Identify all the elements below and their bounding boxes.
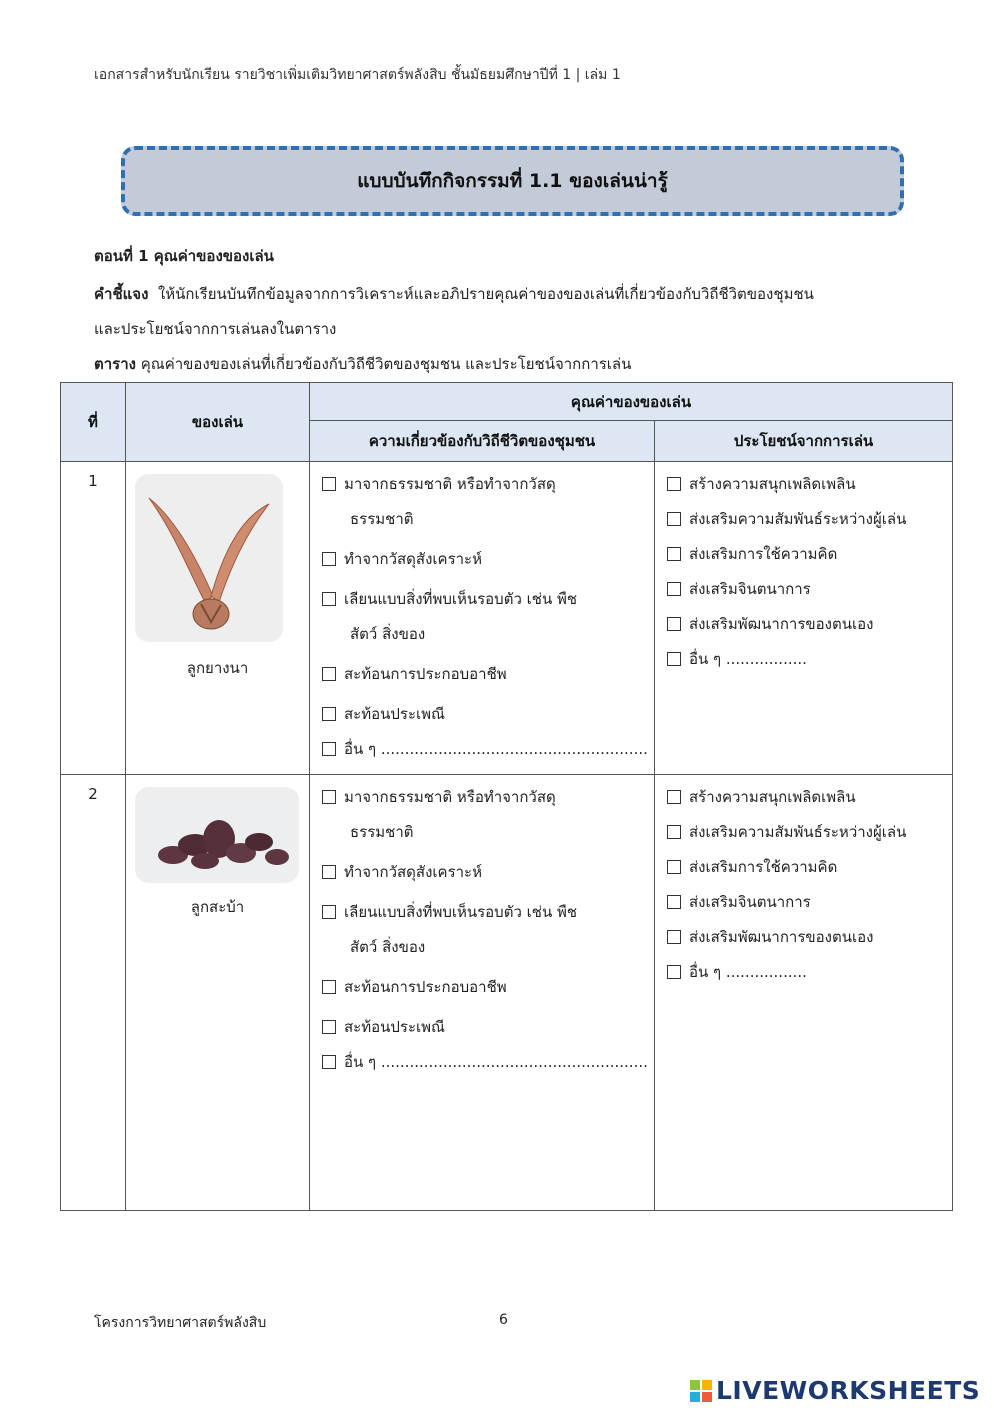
header-benefit: ประโยชน์จากการเล่น [654, 420, 953, 462]
checkbox-icon[interactable] [667, 512, 681, 526]
checkbox-icon[interactable] [667, 825, 681, 839]
checkbox-icon[interactable] [322, 865, 336, 879]
checkbox-icon[interactable] [322, 905, 336, 919]
liveworksheets-logo [690, 1376, 980, 1405]
row-2-benefit-option-6[interactable]: อื่น ๆ ................. [667, 962, 807, 982]
checkbox-icon[interactable] [667, 965, 681, 979]
row-1-benefit-option-1[interactable]: สร้างความสนุกเพลิดเพลิน [667, 474, 856, 494]
checkbox-icon[interactable] [322, 707, 336, 721]
header-value: คุณค่าของของเล่น [309, 382, 953, 421]
toy-value-table [60, 382, 953, 1211]
checkbox-icon[interactable] [667, 582, 681, 596]
row-1-toy-name: ลูกยางนา [186, 659, 249, 677]
checkbox-icon[interactable] [322, 667, 336, 681]
row-1-benefit-cell [654, 461, 953, 775]
row-2-benefit-option-1[interactable]: สร้างความสนุกเพลิดเพลิน [667, 787, 856, 807]
row-1-community-cell [309, 461, 655, 775]
row-2-community-option-4[interactable]: สะท้อนการประกอบอาชีพ [322, 977, 507, 997]
row-1-community-option-5[interactable]: สะท้อนประเพณี [322, 704, 445, 724]
yang-na-seed-icon [135, 474, 283, 642]
row-1-benefit-option-6[interactable]: อื่น ๆ ................. [667, 649, 807, 669]
page-number: 6 [499, 1312, 508, 1328]
row-1-community-option-4[interactable]: สะท้อนการประกอบอาชีพ [322, 664, 507, 684]
row-2-benefit-cell [654, 774, 953, 1211]
checkbox-icon[interactable] [322, 592, 336, 606]
row-2-community-option-3[interactable]: เลียนแบบสิ่งที่พบเห็นรอบตัว เช่น พืช สัตว์ สิ่งของ [322, 902, 577, 957]
row-1-community-option-6[interactable]: อื่น ๆ ........................................................ [322, 739, 648, 759]
checkbox-icon[interactable] [667, 617, 681, 631]
checkbox-icon[interactable] [667, 547, 681, 561]
instruction-label: คำชี้แจง [94, 285, 149, 303]
checkbox-icon[interactable] [322, 790, 336, 804]
row-2-toy-name: ลูกสะบ้า [190, 898, 245, 916]
liveworksheets-icon [690, 1380, 712, 1402]
row-1-community-option-3[interactable]: เลียนแบบสิ่งที่พบเห็นรอบตัว เช่น พืช สัตว์ สิ่งของ [322, 589, 577, 644]
row-2-benefit-option-2[interactable]: ส่งเสริมความสัมพันธ์ระหว่างผู้เล่น [667, 822, 906, 842]
checkbox-icon[interactable] [322, 980, 336, 994]
row-2-community-option-1[interactable]: มาจากธรรมชาติ หรือทำจากวัสดุ ธรรมชาติ [322, 787, 556, 842]
brand-text: LIVEWORKSHEETS [716, 1376, 981, 1405]
row-1-benefit-option-2[interactable]: ส่งเสริมความสัมพันธ์ระหว่างผู้เล่น [667, 509, 906, 529]
row-1-toy-cell [125, 461, 310, 775]
saba-seed-icon [135, 787, 299, 883]
checkbox-icon[interactable] [667, 930, 681, 944]
checkbox-icon[interactable] [322, 742, 336, 756]
checkbox-icon[interactable] [322, 1055, 336, 1069]
row-2-community-option-5[interactable]: สะท้อนประเพณี [322, 1017, 445, 1037]
header-toy: ของเล่น [125, 382, 310, 462]
activity-title: แบบบันทึกกิจกรรมที่ 1.1 ของเล่นน่ารู้ [357, 170, 668, 192]
row-2-benefit-option-5[interactable]: ส่งเสริมพัฒนาการของตนเอง [667, 927, 873, 947]
checkbox-icon[interactable] [667, 790, 681, 804]
checkbox-icon[interactable] [667, 652, 681, 666]
checkbox-icon[interactable] [322, 552, 336, 566]
instruction-line-1 [94, 282, 814, 306]
row-1-community-option-1[interactable]: มาจากธรรมชาติ หรือทำจากวัสดุ ธรรมชาติ [322, 474, 556, 529]
section-heading: ตอนที่ 1 คุณค่าของของเล่น [94, 247, 274, 265]
row-2-community-cell [309, 774, 655, 1211]
checkbox-icon[interactable] [667, 860, 681, 874]
row-1-benefit-option-3[interactable]: ส่งเสริมการใช้ความคิด [667, 544, 837, 564]
header-no: ที่ [60, 382, 126, 462]
row-1-community-option-2[interactable]: ทำจากวัสดุสังเคราะห์ [322, 549, 482, 569]
checkbox-icon[interactable] [667, 477, 681, 491]
table-caption-label: ตาราง [94, 355, 136, 373]
table-caption [94, 352, 631, 376]
row-2-number: 2 [60, 774, 126, 1211]
row-1-benefit-option-4[interactable]: ส่งเสริมจินตนาการ [667, 579, 811, 599]
instruction-text-1: ให้นักเรียนบันทึกข้อมูลจากการวิเคราะห์และอภิปรายคุณค่าของของเล่นที่เกี่ยวข้องกับวิถีชีวิตของชุมชน [157, 285, 814, 303]
activity-title-box [121, 146, 904, 216]
row-2-community-option-6[interactable]: อื่น ๆ ........................................................ [322, 1052, 648, 1072]
page-header: เอกสารสำหรับนักเรียน รายวิชาเพิ่มเติมวิทยาศาสตร์พลังสิบ ชั้นมัธยมศึกษาปีที่ 1 | เล่ม 1 [94, 67, 621, 83]
checkbox-icon[interactable] [322, 477, 336, 491]
footer-project: โครงการวิทยาศาสตร์พลังสิบ [94, 1315, 267, 1331]
row-2-benefit-option-3[interactable]: ส่งเสริมการใช้ความคิด [667, 857, 837, 877]
instruction-line-2: และประโยชน์จากการเล่นลงในตาราง [94, 320, 337, 338]
row-2-community-option-2[interactable]: ทำจากวัสดุสังเคราะห์ [322, 862, 482, 882]
checkbox-icon[interactable] [322, 1020, 336, 1034]
row-2-toy-cell [125, 774, 310, 1211]
row-1-benefit-option-5[interactable]: ส่งเสริมพัฒนาการของตนเอง [667, 614, 873, 634]
header-community: ความเกี่ยวข้องกับวิถีชีวิตของชุมชน [309, 420, 655, 462]
row-2-benefit-option-4[interactable]: ส่งเสริมจินตนาการ [667, 892, 811, 912]
row-1-number: 1 [60, 461, 126, 775]
table-caption-text: คุณค่าของของเล่นที่เกี่ยวข้องกับวิถีชีวิตของชุมชน และประโยชน์จากการเล่น [140, 355, 632, 373]
checkbox-icon[interactable] [667, 895, 681, 909]
